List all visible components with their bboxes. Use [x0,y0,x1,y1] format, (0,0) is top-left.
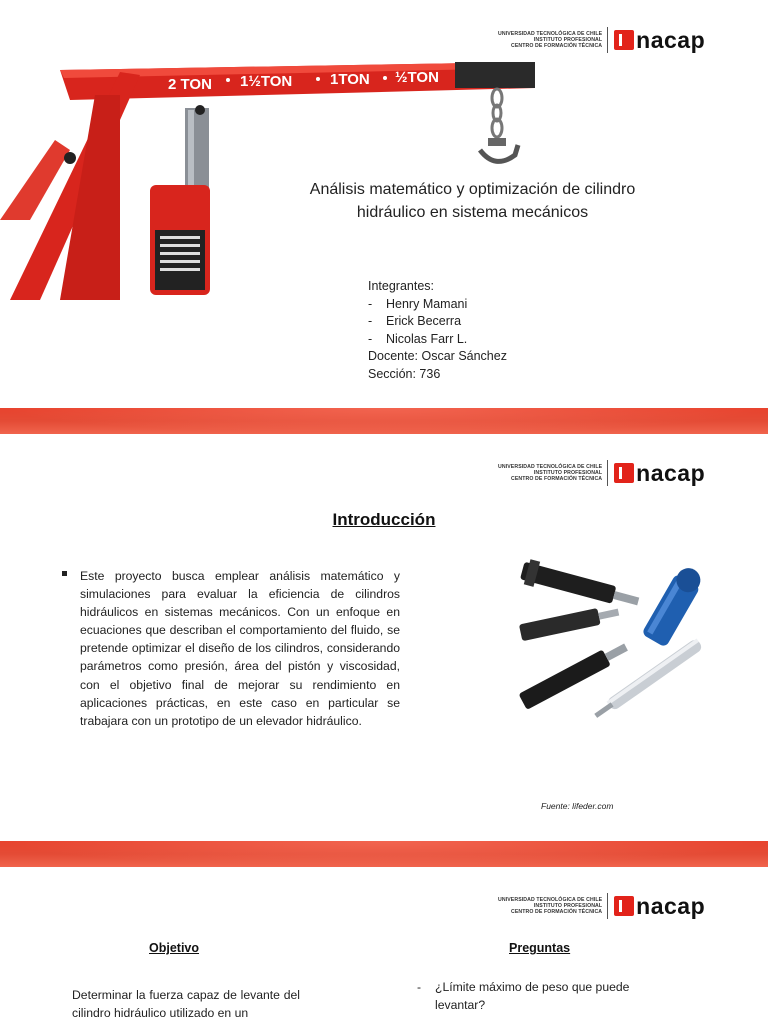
logo-line-2: INSTITUTO PROFESIONAL [533,469,603,476]
question-text: ¿Límite máximo de peso que puede levantar? [435,980,630,1012]
inacap-i-icon [614,30,634,50]
inacap-i-icon [614,463,634,483]
slide-title [0,0,768,408]
boom-label-1ton: 1TON [330,71,370,88]
image-source-caption: Fuente: lifeder.com [541,801,614,811]
boom-label-1-5ton: 1½TON [240,73,293,90]
question-item: - ¿Límite máximo de peso que puede levantar? [417,978,657,1014]
logo-divider [607,460,608,486]
logo-wordmark: nacap [636,460,706,486]
inacap-logo [498,27,705,53]
teacher-line: Docente: Oscar Sánchez [368,349,507,363]
objective-text: Determinar la fuerza capaz de levante del cilindro hidráulico utilizado en un [72,988,300,1020]
introduction-paragraph: Este proyecto busca emplear análisis matemático y simulaciones para evaluar la eficiencia de cilindros hidráulicos en sistemas mecánicos. Con un enfoque en ecuaciones que describan el comportamiento del fluido, se pretende optimizar el diseño de los cilindros, considerando parámetros como presión, área del pistón y viscosidad, con el objetivo final de mejorar su rendimiento en aplicaciones prácticas, en este caso en particular se trabajara con un prototipo de un elevador hidráulico. [80,569,400,728]
section-line: Sección: 736 [368,366,441,381]
logo-divider [607,27,608,53]
inacap-i-icon [614,896,634,916]
inacap-logo [498,460,705,486]
questions-title: Preguntas [509,941,571,955]
logo-line-3: CENTRO DE FORMACIÓN TÉCNICA [510,476,603,483]
introduction-title: Introducción [332,510,436,529]
member-item: - Henry Mamani [368,296,468,311]
logo-line-3: CENTRO DE FORMACIÓN TÉCNICA [510,909,603,916]
logo-divider [607,893,608,919]
bullet-icon [62,571,67,576]
logo-line-1: UNIVERSIDAD TECNOLÓGICA DE CHILE [498,896,603,903]
logo-line-1: UNIVERSIDAD TECNOLÓGICA DE CHILE [498,30,603,37]
slide-separator-band [0,408,768,434]
logo-wordmark: nacap [636,893,706,919]
inacap-logo [498,893,705,919]
member-item: - Erick Becerra [368,314,462,328]
boom-label-half-ton: ½TON [395,69,439,86]
logo-wordmark: nacap [636,27,706,53]
boom-label-2ton: 2 TON [168,76,212,93]
members-label: Integrantes: [368,279,435,293]
introduction-body [62,567,400,730]
engine-crane-image [0,0,540,300]
member-item: - Nicolas Farr L. [368,331,468,346]
objective-title: Objetivo [149,941,200,955]
logo-line-1: UNIVERSIDAD TECNOLÓGICA DE CHILE [498,463,603,470]
slide-separator-band [0,841,768,867]
logo-line-3: CENTRO DE FORMACIÓN TÉCNICA [510,43,603,50]
members-block [368,278,507,383]
logo-line-2: INSTITUTO PROFESIONAL [533,36,603,43]
presentation-title: Análisis matemático y optimización de cilindro hidráulico en sistema mecánicos [309,181,636,221]
logo-line-2: INSTITUTO PROFESIONAL [533,902,603,909]
hydraulic-cylinders-image [505,555,730,725]
